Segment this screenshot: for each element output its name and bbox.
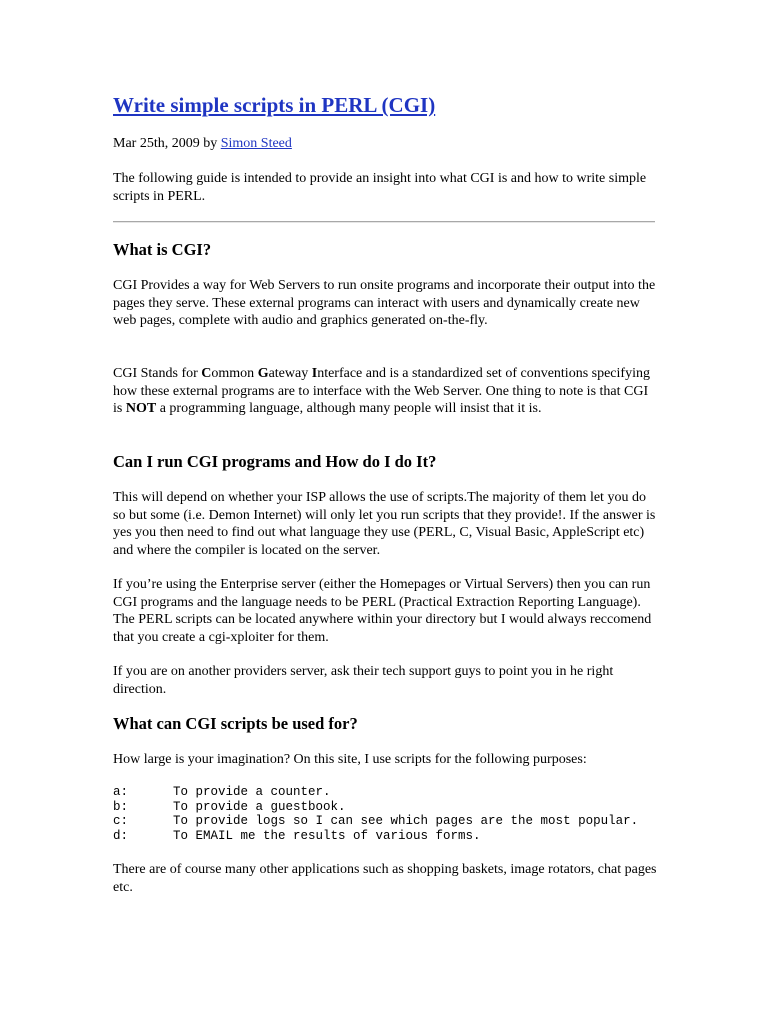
bold-letter-c: C	[201, 366, 212, 381]
intro-paragraph: The following guide is intended to provide an insight into what CGI is and how to write simple scripts in PERL.	[113, 171, 647, 204]
list-item-key: c:	[113, 814, 129, 828]
section-heading-can-i-run: Can I run CGI programs and How do I do It?	[113, 452, 437, 471]
list-item-key: a:	[113, 785, 129, 799]
text-run: nterface and is a standardized set of conventions specifying how these external programs are to interface with the Web Server. One thing to note is that CGI is	[113, 366, 650, 416]
divider	[113, 221, 655, 223]
list-item	[113, 814, 638, 829]
post-date: Mar 25th, 2009 by	[113, 136, 221, 151]
section-heading-what-is-cgi: What is CGI?	[113, 240, 212, 259]
byline	[113, 135, 292, 153]
used-for-paragraph-1: How large is your imagination? On this site, I use scripts for the following purposes:	[113, 752, 587, 767]
text-run: ommon	[211, 366, 258, 381]
list-item	[113, 800, 638, 815]
text-run: ateway	[268, 366, 312, 381]
can-i-run-paragraph-2: If you’re using the Enterprise server (either the Homepages or Virtual Servers) then you can run CGI programs and the language needs to be PERL (Practical Extraction Reporting Language). The PERL scripts can be located anywhere within your directory but I would always reccomend that you create a cgi-xploiter for them.	[113, 577, 652, 645]
used-for-paragraph-2: There are of course many other applications such as shopping baskets, image rotators, chat pages etc.	[113, 862, 657, 895]
what-is-cgi-paragraph-1: CGI Provides a way for Web Servers to run onsite programs and incorporate their output into the pages they serve. These external programs can interact with users and dynamically create new web pages, complete with audio and graphics generated on-the-fly.	[113, 278, 656, 328]
bold-not: NOT	[125, 401, 157, 416]
list-item	[113, 829, 638, 844]
list-item-key: b:	[113, 799, 129, 814]
purposes-list	[113, 785, 638, 843]
bold-letter-i: I	[311, 366, 318, 381]
text-run: CGI Stands for	[113, 366, 202, 381]
list-item	[113, 785, 638, 800]
list-item-text: To EMAIL me the results of various forms.	[173, 828, 481, 843]
list-item-text: To provide logs so I can see which pages are the most popular.	[173, 814, 639, 828]
what-is-cgi-paragraph-2	[113, 365, 658, 418]
can-i-run-paragraph-3: If you are on another providers server, ask their tech support guys to point you in he right direction.	[113, 664, 614, 697]
article-title-link[interactable]: Write simple scripts in PERL (CGI)	[113, 93, 436, 117]
list-item-text: To provide a guestbook.	[173, 799, 346, 814]
bold-letter-g: G	[257, 366, 269, 381]
can-i-run-paragraph-1: This will depend on whether your ISP allows the use of scripts.The majority of them let you do so but some (i.e. Demon Internet) will only let you run scripts that they provide!. If the answer is yes you then need to find out what language they use (PERL, C, Visual Basic, AppleScript etc) and where the compiler is located on the server.	[113, 490, 656, 558]
list-item-key: d:	[113, 828, 129, 843]
list-item-text: To provide a counter.	[173, 785, 331, 799]
section-heading-used-for: What can CGI scripts be used for?	[113, 714, 358, 733]
author-link[interactable]: Simon Steed	[220, 136, 292, 151]
text-run: a programming language, although many people will insist that it is.	[156, 401, 542, 416]
